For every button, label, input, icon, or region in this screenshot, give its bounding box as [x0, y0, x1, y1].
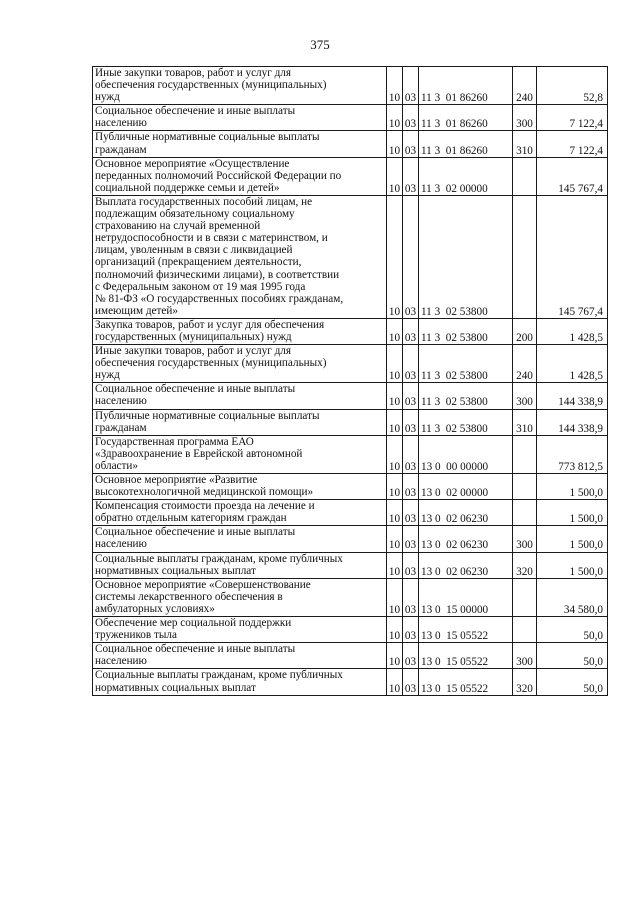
table-row	[93, 617, 608, 643]
row-rz: 10	[387, 318, 403, 344]
row-pr: 03	[403, 318, 419, 344]
row-vr	[513, 578, 537, 616]
row-pr: 03	[403, 67, 419, 105]
row-name	[93, 195, 387, 318]
row-name	[93, 409, 387, 435]
table-row	[93, 552, 608, 578]
row-pr: 03	[403, 643, 419, 669]
row-rz: 10	[387, 67, 403, 105]
row-vr: 300	[513, 526, 537, 552]
row-name-line: обеспечения государственных (муниципальных)	[95, 357, 327, 370]
row-name-line: нормативных социальных выплат	[95, 564, 256, 577]
row-name-line: Обеспечение мер социальной поддержки	[95, 617, 292, 630]
row-name	[93, 669, 387, 695]
row-pr: 03	[403, 474, 419, 500]
table-row	[93, 578, 608, 616]
row-vr: 310	[513, 409, 537, 435]
row-vr	[513, 157, 537, 195]
row-name-line: подлежащим обязательному социальному	[95, 208, 295, 221]
row-rz: 10	[387, 409, 403, 435]
row-name-line: Выплата государственных пособий лицам, не	[95, 195, 313, 208]
row-vr	[513, 195, 537, 318]
row-name-line: гражданам	[95, 143, 147, 156]
row-name	[93, 500, 387, 526]
row-name-line: страхованию на случай временной	[95, 220, 261, 233]
row-sum: 1 428,5	[537, 318, 608, 344]
row-sum: 145 767,4	[537, 195, 608, 318]
row-name-line: Компенсация стоимости проезда на лечение и	[95, 500, 315, 513]
row-name	[93, 526, 387, 552]
row-csr: 13 0 15 05522	[419, 669, 513, 695]
row-vr: 300	[513, 383, 537, 409]
row-rz: 10	[387, 195, 403, 318]
page-number: 375	[310, 37, 330, 52]
row-name-line: переданных полномочий Российской Федерации по	[95, 169, 342, 182]
row-name-line: населению	[95, 655, 147, 668]
row-name-line: Социальное обеспечение и иные выплаты	[95, 643, 296, 656]
row-pr: 03	[403, 526, 419, 552]
row-vr: 300	[513, 105, 537, 131]
row-name-line: Основное мероприятие «Осуществление	[95, 157, 290, 170]
row-rz: 10	[387, 383, 403, 409]
row-sum: 1 428,5	[537, 345, 608, 383]
row-sum: 145 767,4	[537, 157, 608, 195]
row-csr: 13 0 15 05522	[419, 617, 513, 643]
row-csr: 11 3 01 86260	[419, 67, 513, 105]
row-name-line: нужд	[95, 369, 120, 382]
row-csr: 13 0 00 00000	[419, 435, 513, 473]
row-name-line: «Здравоохранение в Еврейской автономной	[95, 447, 303, 460]
row-pr: 03	[403, 157, 419, 195]
row-name-line: населению	[95, 395, 147, 408]
row-name-line: системы лекарственного обеспечения в	[95, 590, 283, 603]
row-name-line: имеющим детей»	[95, 304, 178, 317]
row-name	[93, 578, 387, 616]
row-csr: 13 0 15 00000	[419, 578, 513, 616]
row-pr: 03	[403, 105, 419, 131]
row-rz: 10	[387, 157, 403, 195]
row-name-line: обратно отдельным категориям граждан	[95, 512, 287, 525]
row-name-line: Основное мероприятие «Развитие	[95, 474, 258, 486]
row-name	[93, 67, 387, 105]
row-name-line: Социальное обеспечение и иные выплаты	[95, 526, 296, 539]
row-vr: 300	[513, 643, 537, 669]
row-name-line: государственных (муниципальных) нужд	[95, 330, 292, 343]
row-csr: 11 3 02 00000	[419, 157, 513, 195]
row-pr: 03	[403, 435, 419, 473]
row-sum: 50,0	[537, 617, 608, 643]
row-name-line: полномочий физическими лицами), в соответствии	[95, 268, 340, 281]
row-vr	[513, 435, 537, 473]
row-rz: 10	[387, 131, 403, 157]
row-vr: 240	[513, 67, 537, 105]
row-name-line: Социальные выплаты гражданам, кроме публичных	[95, 669, 343, 682]
row-sum: 1 500,0	[537, 500, 608, 526]
row-rz: 10	[387, 552, 403, 578]
row-name-line: № 81-ФЗ «О государственных пособиях гражданам,	[95, 292, 344, 305]
table-row	[93, 669, 608, 695]
row-csr: 11 3 01 86260	[419, 105, 513, 131]
table-row	[93, 131, 608, 157]
row-name-line: тружеников тыла	[95, 629, 177, 642]
row-rz: 10	[387, 105, 403, 131]
row-csr: 13 0 02 06230	[419, 500, 513, 526]
table-row	[93, 500, 608, 526]
row-csr: 11 3 02 53800	[419, 383, 513, 409]
row-rz: 10	[387, 526, 403, 552]
table-body	[93, 67, 608, 696]
row-name-line: лицам, уволенным в связи с ликвидацией	[95, 244, 293, 257]
row-name-line: гражданам	[95, 421, 147, 434]
row-name-line: нужд	[95, 91, 120, 104]
row-name	[93, 435, 387, 473]
row-pr: 03	[403, 617, 419, 643]
row-csr: 11 3 02 53800	[419, 409, 513, 435]
row-csr: 13 0 02 00000	[419, 474, 513, 500]
table-row	[93, 105, 608, 131]
row-name-line: Государственная программа ЕАО	[95, 435, 254, 448]
row-sum: 7 122,4	[537, 105, 608, 131]
row-name	[93, 318, 387, 344]
row-csr: 13 0 15 05522	[419, 643, 513, 669]
row-vr: 320	[513, 552, 537, 578]
row-rz: 10	[387, 643, 403, 669]
budget-table	[92, 66, 608, 696]
row-vr: 240	[513, 345, 537, 383]
row-vr: 320	[513, 669, 537, 695]
row-sum: 144 338,9	[537, 409, 608, 435]
row-pr: 03	[403, 552, 419, 578]
row-name-line: Публичные нормативные социальные выплаты	[95, 131, 320, 144]
row-rz: 10	[387, 578, 403, 616]
row-name-line: населению	[95, 117, 147, 130]
row-csr: 13 0 02 06230	[419, 552, 513, 578]
row-name-line: нормативных социальных выплат	[95, 681, 256, 694]
table-row	[93, 157, 608, 195]
row-csr: 11 3 02 53800	[419, 195, 513, 318]
row-name-line: населению	[95, 538, 147, 551]
row-sum: 144 338,9	[537, 383, 608, 409]
row-sum: 1 500,0	[537, 552, 608, 578]
table-row	[93, 643, 608, 669]
row-name	[93, 552, 387, 578]
row-pr: 03	[403, 409, 419, 435]
row-vr: 310	[513, 131, 537, 157]
table-row	[93, 526, 608, 552]
row-rz: 10	[387, 435, 403, 473]
row-pr: 03	[403, 500, 419, 526]
row-name-line: Основное мероприятие «Совершенствование	[95, 578, 311, 591]
row-sum: 34 580,0	[537, 578, 608, 616]
row-vr	[513, 500, 537, 526]
row-name-line: Социальные выплаты гражданам, кроме публичных	[95, 552, 343, 565]
row-pr: 03	[403, 383, 419, 409]
row-rz: 10	[387, 500, 403, 526]
table-row	[93, 345, 608, 383]
row-vr	[513, 474, 537, 500]
row-pr: 03	[403, 669, 419, 695]
row-name-line: обеспечения государственных (муниципальных)	[95, 79, 327, 92]
row-name-line: нетрудоспособности и в связи с материнством, и	[95, 232, 328, 245]
row-sum: 1 500,0	[537, 526, 608, 552]
row-pr: 03	[403, 578, 419, 616]
table-row	[93, 435, 608, 473]
row-name	[93, 131, 387, 157]
row-name	[93, 345, 387, 383]
row-vr	[513, 617, 537, 643]
row-rz: 10	[387, 345, 403, 383]
row-rz: 10	[387, 617, 403, 643]
row-csr: 11 3 02 53800	[419, 318, 513, 344]
row-name-line: Иные закупки товаров, работ и услуг для	[95, 67, 292, 79]
table-row	[93, 474, 608, 500]
row-name-line: высокотехнологичной медицинской помощи»	[95, 486, 314, 499]
row-sum: 7 122,4	[537, 131, 608, 157]
row-sum: 1 500,0	[537, 474, 608, 500]
row-csr: 13 0 02 06230	[419, 526, 513, 552]
row-name	[93, 383, 387, 409]
row-name-line: организаций (прекращением деятельности,	[95, 256, 302, 269]
row-sum: 50,0	[537, 669, 608, 695]
row-rz: 10	[387, 669, 403, 695]
row-pr: 03	[403, 345, 419, 383]
row-sum: 52,8	[537, 67, 608, 105]
row-name-line: Социальное обеспечение и иные выплаты	[95, 383, 296, 396]
row-name-line: области»	[95, 459, 138, 472]
row-name	[93, 643, 387, 669]
row-name-line: Закупка товаров, работ и услуг для обеспечения	[95, 318, 325, 331]
row-pr: 03	[403, 131, 419, 157]
row-csr: 11 3 02 53800	[419, 345, 513, 383]
row-name-line: Публичные нормативные социальные выплаты	[95, 409, 320, 422]
row-name-line: социальной поддержке семьи и детей»	[95, 181, 280, 194]
row-pr: 03	[403, 195, 419, 318]
table-row	[93, 318, 608, 344]
row-name	[93, 105, 387, 131]
table-row	[93, 383, 608, 409]
row-rz: 10	[387, 474, 403, 500]
table-row	[93, 195, 608, 318]
row-csr: 11 3 01 86260	[419, 131, 513, 157]
row-name-line: амбулаторных условиях»	[95, 602, 215, 615]
row-sum: 773 812,5	[537, 435, 608, 473]
row-sum: 50,0	[537, 643, 608, 669]
row-name	[93, 157, 387, 195]
row-name	[93, 617, 387, 643]
row-name-line: Социальное обеспечение и иные выплаты	[95, 105, 296, 118]
row-name-line: Иные закупки товаров, работ и услуг для	[95, 345, 292, 358]
table-row	[93, 409, 608, 435]
row-name	[93, 474, 387, 500]
row-name-line: с Федеральным законом от 19 мая 1995 года	[95, 280, 306, 293]
row-vr: 200	[513, 318, 537, 344]
table-row	[93, 67, 608, 105]
